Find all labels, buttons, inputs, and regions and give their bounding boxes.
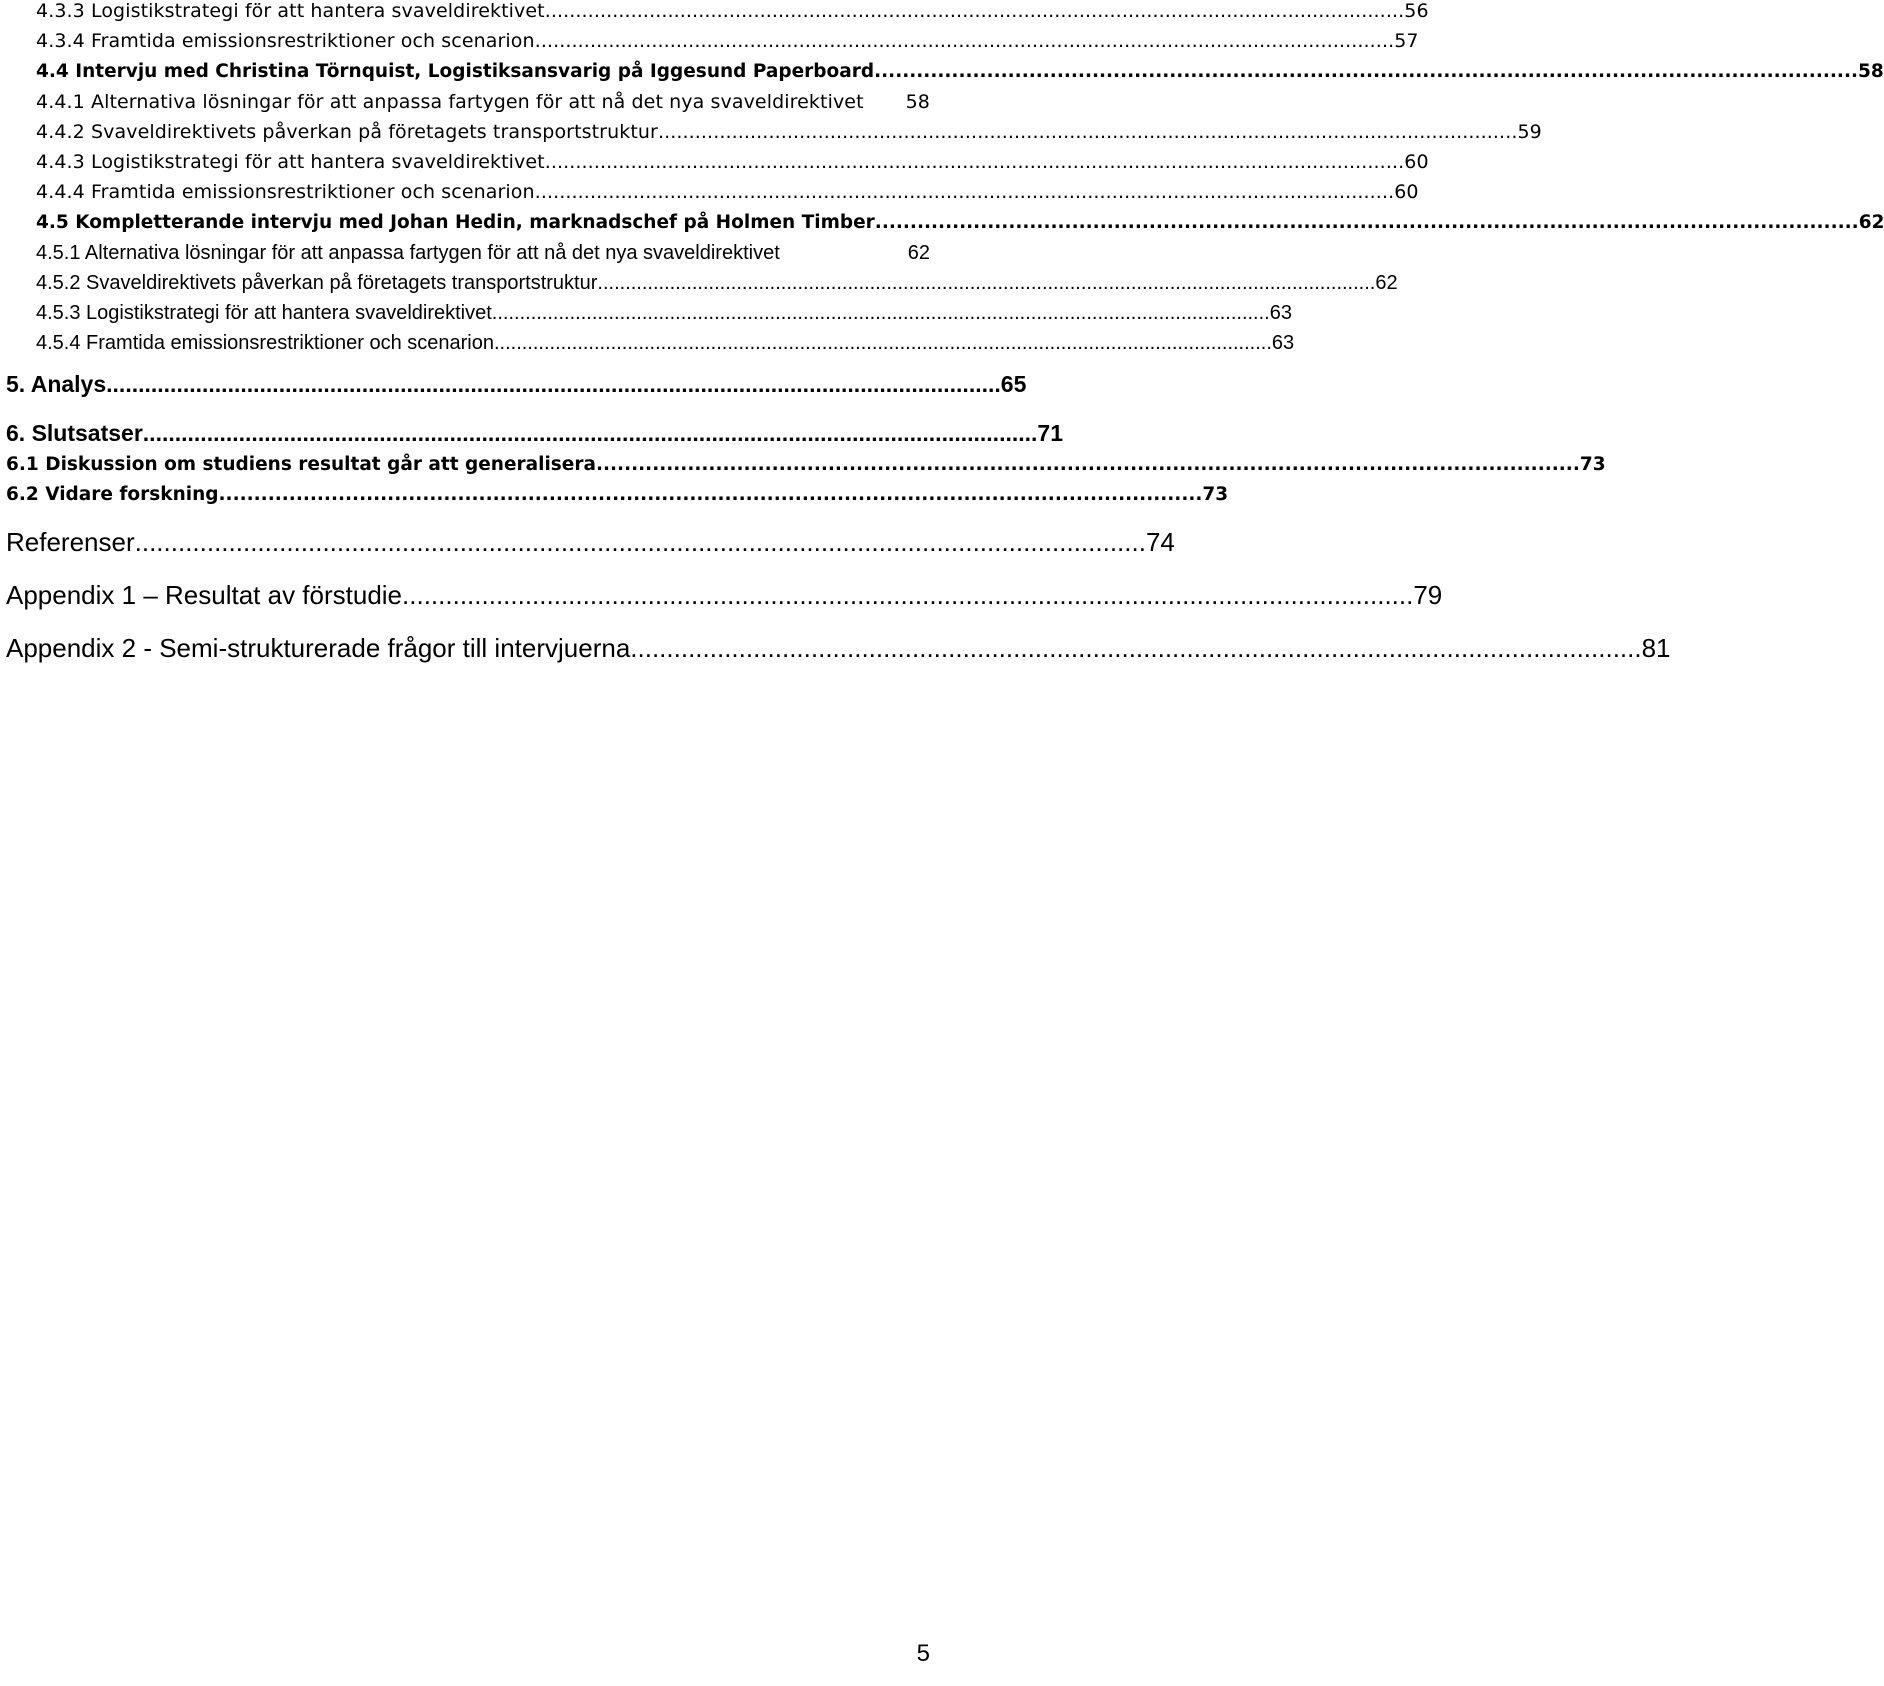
toc-entry-label: 4.5 Kompletterande intervju med Johan Hedin, marknadschef på Holmen Timber bbox=[36, 212, 875, 233]
toc-entry[interactable] bbox=[6, 633, 1671, 664]
toc-entry[interactable] bbox=[36, 332, 1295, 355]
toc-entry[interactable] bbox=[36, 181, 1419, 203]
toc-entry-page: 74 bbox=[1145, 527, 1175, 557]
toc-leader-dots: ............................................................................................................................................ bbox=[491, 302, 1270, 324]
toc-entry-label: Appendix 1 – Resultat av förstudie bbox=[6, 580, 403, 610]
toc-entry-label: 4.5.2 Svaveldirektivets påverkan på företagets transportstruktur bbox=[36, 272, 598, 294]
toc-entry-label: 4.3.4 Framtida emissionsrestriktioner och scenarion bbox=[36, 30, 535, 52]
toc-entry[interactable] bbox=[36, 212, 1884, 233]
toc-entry-page: 62 bbox=[1375, 272, 1398, 294]
toc-leader-dots: ............................................................................................................................................ bbox=[142, 420, 1038, 446]
toc-entry[interactable] bbox=[6, 454, 1606, 475]
toc-entry[interactable] bbox=[36, 91, 930, 113]
toc-entry[interactable] bbox=[6, 371, 1027, 398]
toc-leader-dots: ............................................................................................................................................ bbox=[134, 527, 1146, 557]
toc-entry[interactable] bbox=[36, 242, 930, 265]
toc-entry-label: 4.4.3 Logistikstrategi för att hantera svaveldirektivet bbox=[36, 151, 545, 173]
toc-entry-label: Referenser bbox=[6, 527, 135, 557]
toc-entry-label: 4.5.1 Alternativa lösningar för att anpassa fartygen för att nå det nya svaveldirektivet bbox=[36, 242, 780, 264]
toc-entry-page: 58 bbox=[1858, 61, 1884, 82]
toc-entry-page: 59 bbox=[1517, 121, 1542, 143]
toc-leader-dots: ............................................................................................................................................ bbox=[218, 484, 1203, 505]
toc-leader-dots: ............................................................................................................................................ bbox=[595, 454, 1580, 475]
toc-entry-label: 4.3.3 Logistikstrategi för att hantera svaveldirektivet bbox=[36, 0, 545, 22]
toc-entry-page: 62 bbox=[1858, 212, 1884, 233]
toc-entry[interactable] bbox=[36, 272, 1398, 295]
toc-entry-label: 4.5.4 Framtida emissionsrestriktioner och scenarion bbox=[36, 332, 494, 354]
toc-entry[interactable] bbox=[6, 580, 1443, 611]
toc-leader-dots: ............................................................................................................................................ bbox=[544, 0, 1405, 22]
toc-entry-label: 4.5.3 Logistikstrategi för att hantera svaveldirektivet bbox=[36, 302, 492, 324]
toc-leader-dots: ............................................................................................................................................ bbox=[493, 332, 1272, 354]
toc-entry[interactable] bbox=[6, 420, 1064, 447]
toc-entry-page: 73 bbox=[1579, 454, 1606, 475]
toc-entry[interactable] bbox=[36, 61, 1884, 82]
toc-entry-label: 4.4.2 Svaveldirektivets påverkan på företagets transportstruktur bbox=[36, 121, 658, 143]
toc-leader-dots: ............................................................................................................................................ bbox=[534, 181, 1395, 203]
toc-entry-label: 6.1 Diskussion om studiens resultat går att generalisera bbox=[6, 454, 596, 475]
toc-leader-dots: ............................................................................................................................................ bbox=[534, 30, 1395, 52]
toc-entry[interactable] bbox=[36, 151, 1429, 173]
toc-leader-dots: ............................................................................................................................................ bbox=[106, 371, 1001, 397]
toc-entry-label: Appendix 2 - Semi-strukturerade frågor till intervjuerna bbox=[6, 633, 631, 663]
toc-entry-page: 56 bbox=[1404, 0, 1429, 22]
toc-entry[interactable] bbox=[36, 121, 1542, 143]
toc-leader-dots: ............................................................................................................................................ bbox=[544, 151, 1405, 173]
toc-entry[interactable] bbox=[36, 0, 1429, 22]
toc-entry-label: 6. Slutsatser bbox=[6, 420, 143, 446]
toc-leader-dots: ............................................................................................................................................ bbox=[874, 61, 1859, 82]
toc-entry-page: 60 bbox=[1394, 181, 1419, 203]
toc-entry[interactable] bbox=[6, 527, 1175, 558]
toc-entry-page: 57 bbox=[1394, 30, 1419, 52]
toc-entry-page: 65 bbox=[1000, 371, 1027, 397]
toc-entry-page: 63 bbox=[1271, 332, 1295, 354]
toc-entry[interactable] bbox=[36, 302, 1292, 325]
toc-entry-label: 4.4.1 Alternativa lösningar för att anpassa fartygen för att nå det nya svaveldirektivet bbox=[36, 91, 864, 113]
toc-entry-page: 81 bbox=[1641, 633, 1671, 663]
toc-entry-label: 5. Analys bbox=[6, 371, 107, 397]
page-number: 5 bbox=[916, 1640, 930, 1667]
toc-entry-page: 63 bbox=[1269, 302, 1292, 324]
toc-entry-label: 4.4 Intervju med Christina Törnquist, Logistiksansvarig på Iggesund Paperboard bbox=[36, 61, 875, 82]
toc-entry[interactable] bbox=[36, 30, 1419, 52]
toc-entry-page: 58 bbox=[905, 91, 930, 113]
toc-leader-dots: ............................................................................................................................................ bbox=[597, 272, 1376, 294]
toc-entry[interactable] bbox=[6, 484, 1229, 505]
toc-entry-page: 73 bbox=[1202, 484, 1229, 505]
toc-entry-page: 60 bbox=[1404, 151, 1429, 173]
toc-leader-dots: ............................................................................................................................................ bbox=[657, 121, 1518, 143]
toc-entry-page: 71 bbox=[1037, 420, 1064, 446]
toc-entry-label: 4.4.4 Framtida emissionsrestriktioner och scenarion bbox=[36, 181, 535, 203]
toc-leader-dots: ............................................................................................................................................ bbox=[630, 633, 1642, 663]
toc-leader-dots: ............................................................................................................................................ bbox=[874, 212, 1859, 233]
toc-entry-page: 79 bbox=[1413, 580, 1443, 610]
toc-entry-page: 62 bbox=[907, 242, 930, 264]
toc-leader-dots: ............................................................................................................................................ bbox=[402, 580, 1414, 610]
toc-entry-label: 6.2 Vidare forskning bbox=[6, 484, 219, 505]
